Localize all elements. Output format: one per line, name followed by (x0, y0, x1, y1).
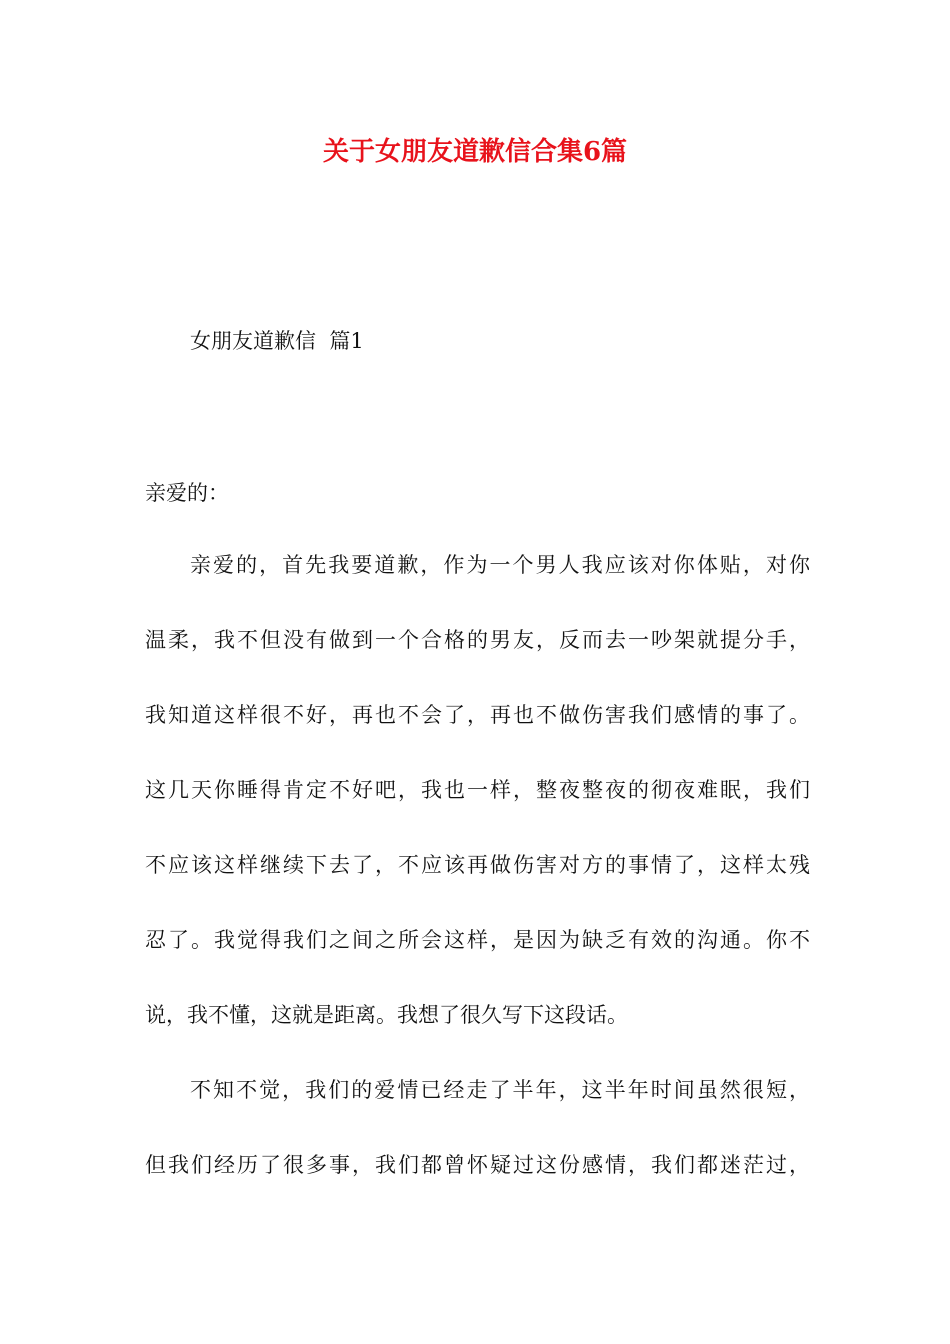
paragraph-line: 这几天你睡得肯定不好吧，我也一样，整夜整夜的彻夜难眠，我们 (145, 778, 810, 802)
paragraph-line: 不应该这样继续下去了，不应该再做伤害对方的事情了，这样太残 (145, 853, 810, 877)
paragraph-line: 但我们经历了很多事，我们都曾怀疑过这份感情，我们都迷茫过， (145, 1153, 810, 1177)
paragraph-line: 说，我不懂，这就是距离。我想了很久写下这段话。 (145, 1003, 628, 1027)
paragraph-line: 忍了。我觉得我们之间之所会这样，是因为缺乏有效的沟通。你不 (145, 928, 810, 952)
paragraph-line: 我知道这样很不好，再也不会了，再也不做伤害我们感情的事了。 (145, 703, 810, 727)
document-title: 关于女朋友道歉信合集6篇 (322, 137, 628, 167)
paragraph-line: 亲爱的，首先我要道歉，作为一个男人我应该对你体贴，对你 (190, 553, 810, 577)
paragraph-line: 不知不觉，我们的爱情已经走了半年，这半年时间虽然很短， (190, 1078, 810, 1102)
section-heading: 女朋友道歉信 篇1 (190, 329, 364, 353)
salutation: 亲爱的： (145, 481, 229, 505)
paragraph-line: 温柔，我不但没有做到一个合格的男友，反而去一吵架就提分手， (145, 628, 810, 652)
